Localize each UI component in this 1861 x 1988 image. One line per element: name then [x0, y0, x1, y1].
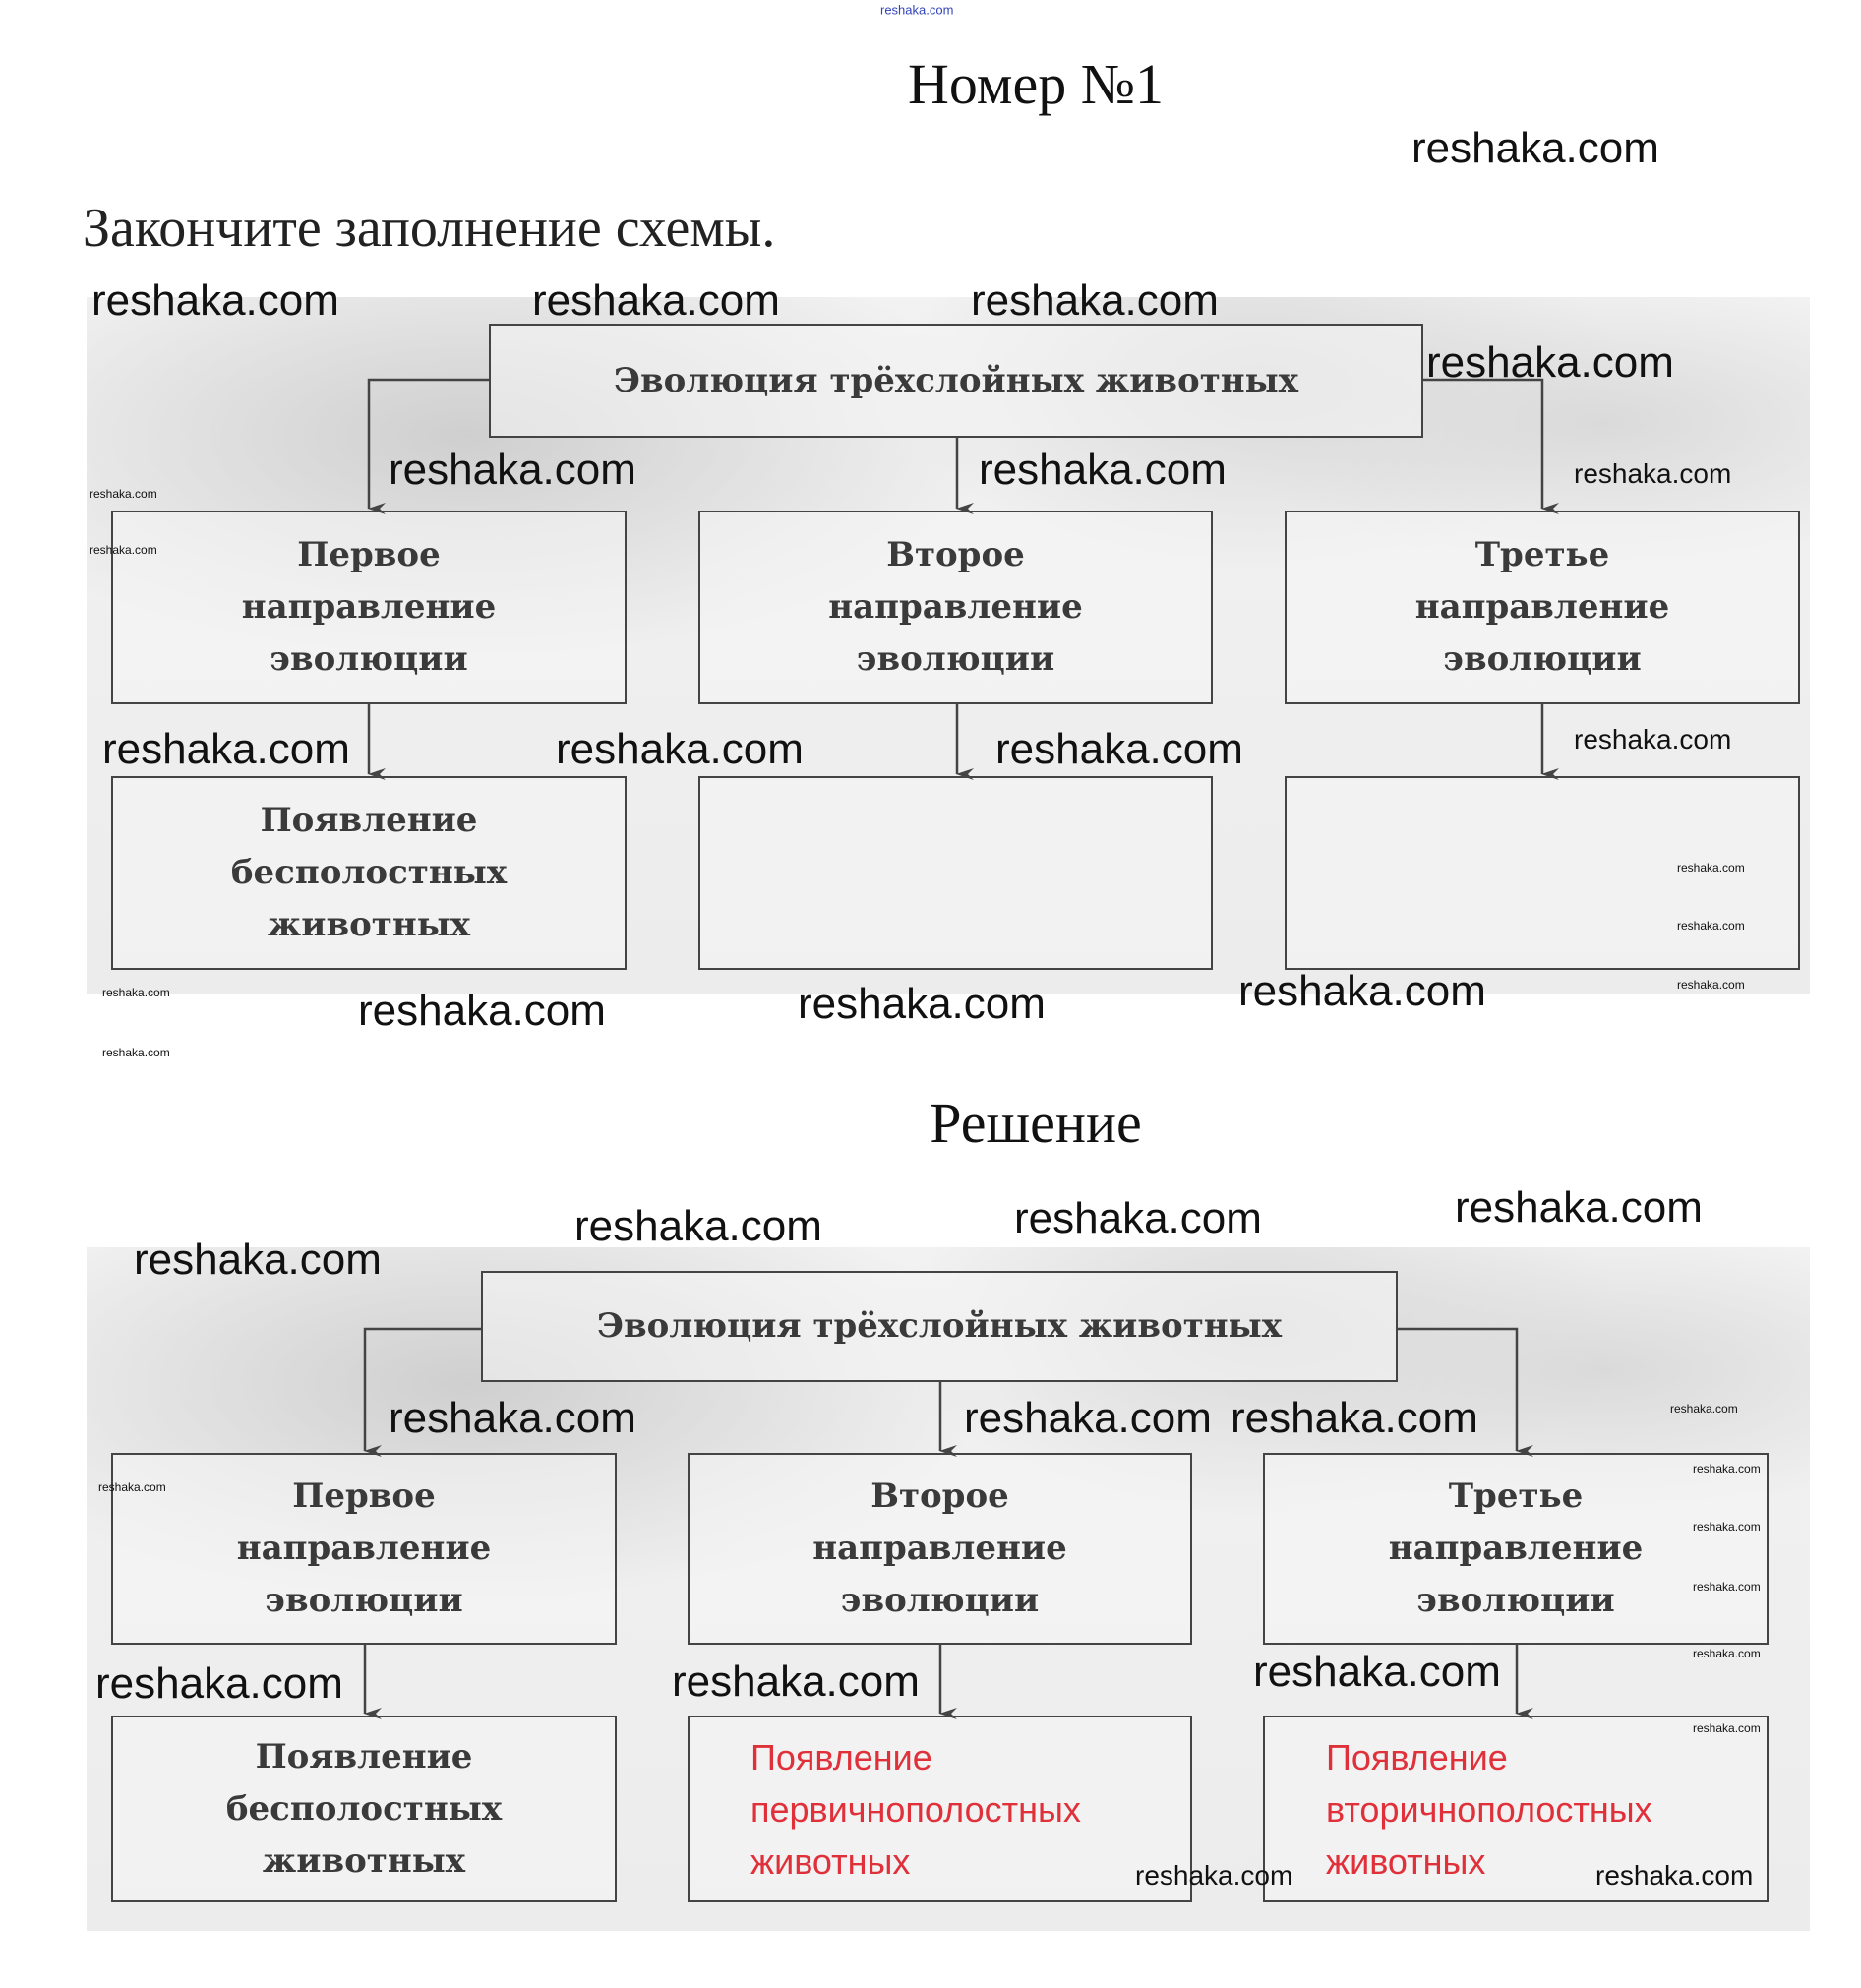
- answer-line: Появление: [750, 1736, 932, 1777]
- box-line: эволюции: [1443, 639, 1642, 679]
- watermark: reshaka.com: [1135, 1860, 1293, 1891]
- box-line: бесполостных: [225, 1788, 503, 1829]
- watermark: reshaka.com: [1411, 124, 1659, 172]
- box-line: Первое: [292, 1476, 436, 1516]
- box-line: направление: [241, 587, 497, 627]
- watermark: reshaka.com: [98, 1480, 166, 1494]
- box-line: Второе: [886, 535, 1025, 574]
- watermark: reshaka.com: [1693, 1580, 1761, 1594]
- watermark: reshaka.com: [102, 725, 350, 773]
- box-line: направление: [1414, 587, 1670, 627]
- watermark: reshaka.com: [1693, 1462, 1761, 1476]
- watermark: reshaka.com: [574, 1202, 822, 1250]
- box-line: Первое: [297, 535, 441, 574]
- box-line: эволюции: [840, 1581, 1040, 1620]
- box-line: бесполостных: [230, 853, 508, 892]
- box-line: Появление: [255, 1736, 473, 1777]
- watermark: reshaka.com: [1231, 1394, 1478, 1442]
- answer-line: Появление: [1326, 1736, 1508, 1777]
- answer-line: животных: [750, 1840, 911, 1882]
- box-line: Третье: [1474, 535, 1610, 574]
- watermark: reshaka.com: [979, 446, 1227, 494]
- watermark: reshaka.com: [995, 725, 1243, 773]
- watermark: reshaka.com: [1574, 724, 1732, 754]
- watermark: reshaka.com: [90, 487, 157, 501]
- watermark: reshaka.com: [1595, 1860, 1754, 1891]
- watermark: reshaka.com: [964, 1394, 1212, 1442]
- box-line: эволюции: [1416, 1581, 1615, 1620]
- watermark: reshaka.com: [798, 980, 1046, 1028]
- box-line: эволюции: [270, 639, 468, 679]
- box-line: направление: [812, 1529, 1067, 1568]
- box-line: Третье: [1448, 1476, 1584, 1516]
- watermark: reshaka.com: [1426, 338, 1674, 387]
- box-line: животных: [262, 1840, 466, 1881]
- box-line: животных: [267, 905, 471, 944]
- watermark: reshaka.com: [672, 1657, 920, 1706]
- root-label: Эволюция трёхслойных животных: [596, 1306, 1283, 1346]
- watermark: reshaka.com: [532, 276, 780, 325]
- box-line: направление: [828, 587, 1083, 627]
- watermark: reshaka.com: [102, 986, 170, 999]
- watermark: reshaka.com: [389, 1394, 636, 1442]
- watermark: reshaka.com: [1238, 967, 1486, 1015]
- watermark: reshaka.com: [91, 276, 339, 325]
- watermark: reshaka.com: [1693, 1520, 1761, 1534]
- box-line: Появление: [260, 801, 478, 840]
- root-label: Эволюция трёхслойных животных: [613, 360, 1299, 400]
- watermark: reshaka.com: [971, 276, 1219, 325]
- answer-line: вторичнополостных: [1326, 1788, 1652, 1830]
- watermark: reshaka.com: [1677, 861, 1745, 874]
- watermark: reshaka.com: [102, 1046, 170, 1059]
- watermark: reshaka.com: [90, 543, 157, 557]
- watermark: reshaka.com: [1677, 978, 1745, 992]
- watermark: reshaka.com: [1014, 1194, 1262, 1242]
- box-line: Второе: [870, 1476, 1009, 1516]
- watermark: reshaka.com: [389, 446, 636, 494]
- answer-line: животных: [1326, 1840, 1486, 1882]
- page-title: Номер №1: [907, 52, 1165, 116]
- watermark: reshaka.com: [95, 1659, 343, 1708]
- watermark: reshaka.com: [1670, 1402, 1738, 1416]
- watermark: reshaka.com: [1455, 1183, 1703, 1232]
- box-line: эволюции: [856, 639, 1055, 679]
- watermark: reshaka.com: [556, 725, 804, 773]
- watermark: reshaka.com: [1677, 919, 1745, 933]
- watermark: reshaka.com: [1574, 458, 1732, 489]
- box-line: направление: [236, 1529, 492, 1568]
- watermark: reshaka.com: [134, 1235, 382, 1284]
- watermark: reshaka.com: [358, 987, 606, 1035]
- answer-line: первичнополостных: [750, 1788, 1081, 1830]
- box-line: направление: [1388, 1529, 1644, 1568]
- solution-title: Решение: [930, 1091, 1142, 1155]
- watermark: reshaka.com: [880, 2, 954, 18]
- watermark: reshaka.com: [1253, 1648, 1501, 1696]
- watermark: reshaka.com: [1693, 1721, 1761, 1735]
- box-line: эволюции: [265, 1581, 463, 1620]
- task-text: Закончите заполнение схемы.: [83, 198, 776, 259]
- arrow-task-root-to-3: [1423, 380, 1542, 509]
- watermark: reshaka.com: [1693, 1647, 1761, 1660]
